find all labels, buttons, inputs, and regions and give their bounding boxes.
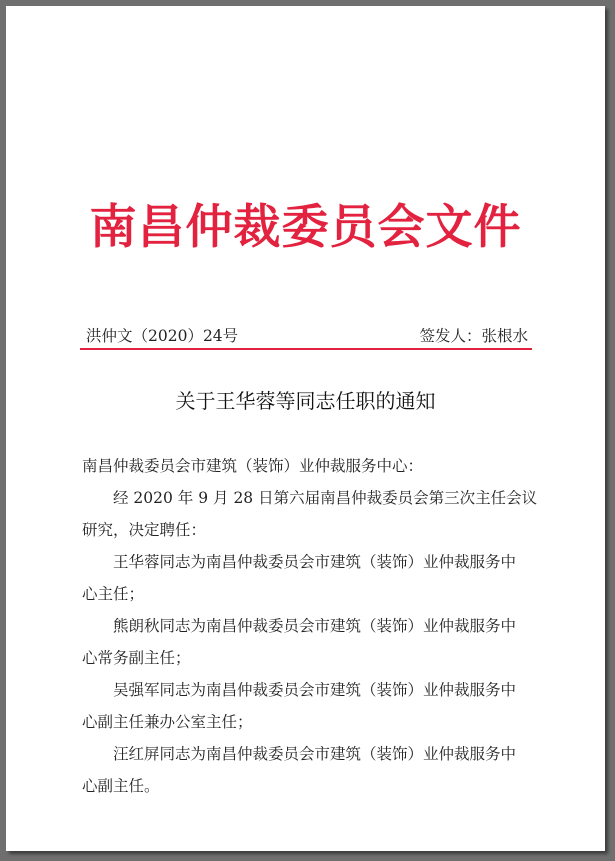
header-divider-rule	[80, 348, 532, 350]
salutation-line: 南昌仲裁委员会市建筑（装饰）业仲裁服务中心：	[82, 457, 424, 475]
appointment-line: 心副主任。	[82, 777, 160, 795]
notice-body	[82, 450, 538, 802]
appointment-line: 王华蓉同志为南昌仲裁委员会市建筑（装饰）业仲裁服务中	[113, 553, 517, 571]
appointment-line: 熊朗秋同志为南昌仲裁委员会市建筑（装饰）业仲裁服务中	[113, 617, 517, 635]
body-line: 经 2020 年 9 月 28 日第六届南昌仲裁委员会第三次主任会议	[113, 489, 538, 507]
appointment-line: 心常务副主任；	[82, 649, 191, 667]
notice-title: 关于王华蓉等同志任职的通知	[175, 389, 436, 413]
appointment-line: 心副主任兼办公室主任；	[82, 713, 253, 731]
document-header-title: 南昌仲裁委员会文件	[89, 200, 522, 255]
appointment-line: 吴强军同志为南昌仲裁委员会市建筑（装饰）业仲裁服务中	[113, 681, 517, 699]
body-line: 研究，决定聘任：	[82, 521, 207, 539]
document-number: 洪仲文（2020）24号	[86, 327, 239, 345]
signer-label: 签发人：张根水	[419, 327, 528, 345]
appointment-line: 汪红屏同志为南昌仲裁委员会市建筑（装饰）业仲裁服务中	[113, 745, 517, 763]
appointment-line: 心主任；	[82, 585, 145, 603]
document-page	[6, 6, 605, 851]
